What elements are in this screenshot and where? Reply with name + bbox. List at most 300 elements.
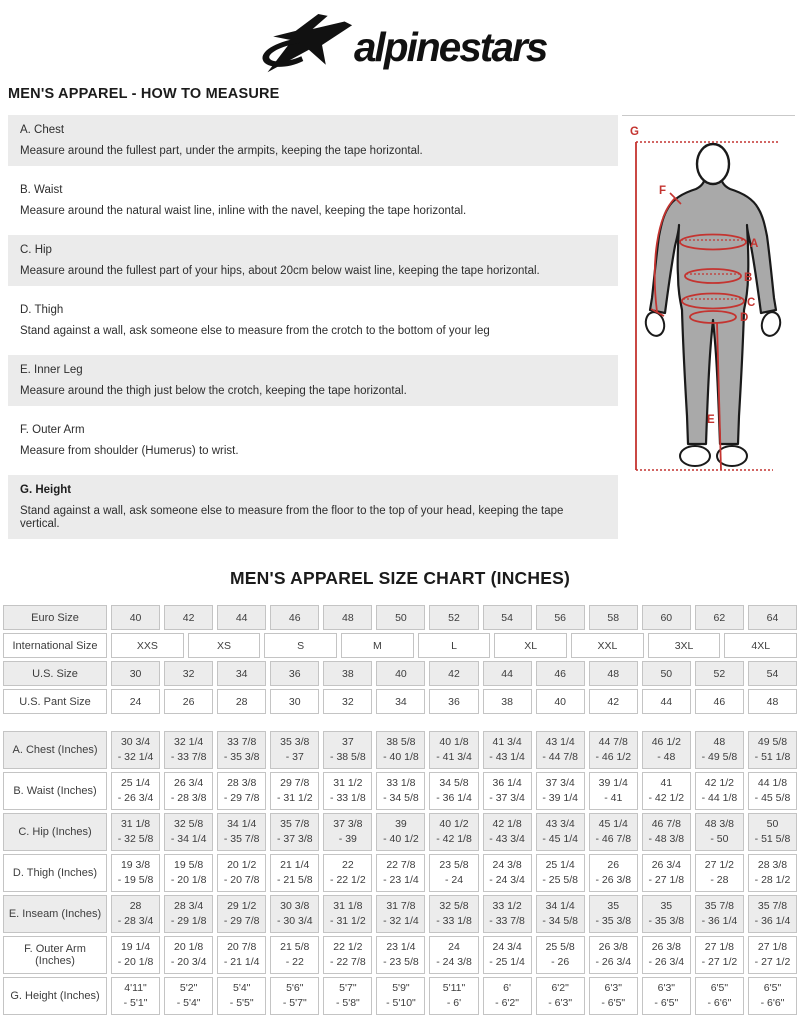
measure-item-outer-arm xyxy=(8,415,618,466)
row-label: B. Waist (Inches) xyxy=(3,772,107,810)
range-top: 19 5/8 xyxy=(174,859,204,871)
range-bottom: - 29 7/8 xyxy=(223,915,260,927)
range-bottom: - 6'5" xyxy=(654,997,679,1009)
size-cell xyxy=(589,936,638,974)
range-bottom: - 24 3/4 xyxy=(489,874,525,886)
size-cell: 48 xyxy=(589,661,638,686)
size-cell xyxy=(642,813,691,851)
measure-item-chest xyxy=(8,115,618,166)
size-cell: XL xyxy=(494,633,567,658)
right-hand xyxy=(759,310,782,338)
range-bottom: - 37 3/4 xyxy=(489,792,525,804)
size-cell: 56 xyxy=(536,605,585,630)
body-silhouette xyxy=(650,176,776,444)
row-label: F. Outer Arm (Inches) xyxy=(3,936,107,974)
range-bottom: - 20 1/8 xyxy=(117,956,154,968)
size-cell: 28 xyxy=(217,689,266,714)
range-top: 19 1/4 xyxy=(120,941,151,953)
size-cell: 62 xyxy=(695,605,744,630)
size-cell xyxy=(642,895,691,933)
size-cell xyxy=(164,895,213,933)
range-top: 44 7/8 xyxy=(598,736,628,748)
size-cell xyxy=(536,813,585,851)
range-top: 6'3" xyxy=(604,982,622,994)
size-cell xyxy=(589,731,638,769)
size-cell xyxy=(111,731,160,769)
range-bottom: - 41 xyxy=(604,792,623,804)
size-cell: 50 xyxy=(642,661,691,686)
size-cell xyxy=(483,895,532,933)
measure-item-thigh xyxy=(8,295,618,346)
size-cell xyxy=(376,895,425,933)
range-bottom: - 25 1/4 xyxy=(489,956,525,968)
size-cell: 44 xyxy=(483,661,532,686)
size-cell xyxy=(429,731,478,769)
range-bottom: - 32 5/8 xyxy=(117,833,154,845)
size-cell xyxy=(695,854,744,892)
size-cell xyxy=(323,813,372,851)
range-bottom: - 39 1/4 xyxy=(542,792,578,804)
size-cell: 50 xyxy=(376,605,425,630)
range-top: 28 3/4 xyxy=(174,900,204,912)
range-top: 48 3/8 xyxy=(704,818,734,830)
size-cell: 64 xyxy=(748,605,797,630)
range-bottom: - 46 1/2 xyxy=(595,751,632,763)
size-cell xyxy=(429,895,478,933)
size-cell xyxy=(642,854,691,892)
size-cell: S xyxy=(264,633,337,658)
size-cell xyxy=(111,977,160,1015)
size-cell xyxy=(695,895,744,933)
size-cell xyxy=(536,895,585,933)
size-cell xyxy=(536,977,585,1015)
size-cell: 30 xyxy=(270,689,319,714)
size-cell xyxy=(164,772,213,810)
size-cell xyxy=(589,813,638,851)
size-cell xyxy=(164,854,213,892)
range-bottom: - 42 1/2 xyxy=(648,792,685,804)
figure-box xyxy=(622,115,795,480)
measure-item-height xyxy=(8,475,618,539)
measurement-figure xyxy=(623,120,795,480)
range-bottom: - 48 3/8 xyxy=(648,833,685,845)
range-top: 35 xyxy=(607,900,620,912)
size-cell xyxy=(164,936,213,974)
range-bottom: - 38 5/8 xyxy=(330,751,366,763)
size-cell: 38 xyxy=(483,689,532,714)
measure-list xyxy=(8,115,618,548)
range-bottom: - 37 xyxy=(285,751,304,763)
range-bottom: - 28 3/8 xyxy=(170,792,207,804)
range-bottom: - 33 7/8 xyxy=(170,751,207,763)
size-cell: L xyxy=(418,633,491,658)
range-bottom: - 23 5/8 xyxy=(383,956,419,968)
measure-label: B. Waist xyxy=(20,184,63,196)
range-top: 32 5/8 xyxy=(174,818,204,830)
range-bottom: - 27 1/2 xyxy=(754,956,791,968)
range-top: 28 3/8 xyxy=(757,859,788,871)
range-top: 33 7/8 xyxy=(227,736,257,748)
range-top: 5'2" xyxy=(179,982,198,994)
size-cell xyxy=(111,772,160,810)
measure-section xyxy=(0,115,800,548)
range-bottom: - 22 1/2 xyxy=(330,874,366,886)
figure-letter-c: C xyxy=(746,297,755,309)
size-cell xyxy=(695,813,744,851)
size-cell xyxy=(536,936,585,974)
range-bottom: - 6'6" xyxy=(760,997,785,1009)
size-cell xyxy=(270,936,319,974)
size-cell xyxy=(376,936,425,974)
size-cell xyxy=(270,772,319,810)
row-label: C. Hip (Inches) xyxy=(3,813,107,851)
range-bottom: - 37 3/8 xyxy=(276,833,313,845)
range-top: 22 7/8 xyxy=(386,859,416,871)
size-cell xyxy=(748,772,797,810)
range-top: 24 xyxy=(448,941,460,953)
size-chart-header-rows xyxy=(3,605,797,714)
size-cell: 40 xyxy=(536,689,585,714)
size-cell xyxy=(376,977,425,1015)
size-cell xyxy=(217,895,266,933)
size-cell: 34 xyxy=(217,661,266,686)
range-top: 6' xyxy=(503,982,512,994)
range-top: 20 1/8 xyxy=(174,941,204,953)
size-cell: 42 xyxy=(164,605,213,630)
range-top: 22 xyxy=(342,859,354,871)
range-bottom: - 30 3/4 xyxy=(276,915,313,927)
size-cell xyxy=(748,731,797,769)
size-cell xyxy=(164,731,213,769)
range-bottom: - 6'2" xyxy=(495,997,519,1009)
range-bottom: - 48 xyxy=(657,751,676,763)
range-bottom: - 49 5/8 xyxy=(701,751,738,763)
range-bottom: - 35 3/8 xyxy=(595,915,632,927)
left-hand xyxy=(643,310,666,338)
size-cell xyxy=(642,977,691,1015)
size-cell xyxy=(323,772,372,810)
range-bottom: - 21 1/4 xyxy=(223,956,260,968)
range-top: 5'6" xyxy=(286,982,304,994)
range-top: 23 5/8 xyxy=(439,859,469,871)
range-top: 21 1/4 xyxy=(280,859,310,871)
size-cell xyxy=(429,854,478,892)
range-top: 31 1/2 xyxy=(333,777,363,789)
size-cell xyxy=(164,813,213,851)
size-cell xyxy=(270,731,319,769)
range-bottom: - 5'7" xyxy=(282,997,307,1009)
size-cell: 34 xyxy=(376,689,425,714)
measure-label: G. Height xyxy=(20,484,72,496)
range-top: 45 1/4 xyxy=(598,818,628,830)
figure-letter-g: G xyxy=(629,126,639,138)
size-cell: 40 xyxy=(376,661,425,686)
size-cell xyxy=(748,936,797,974)
measure-description: Stand against a wall, ask someone else to measure from the crotch to the bottom of your leg xyxy=(20,325,490,337)
range-bottom: - 28 xyxy=(710,874,729,886)
size-cell xyxy=(323,936,372,974)
range-bottom: - 22 7/8 xyxy=(330,956,366,968)
size-chart-row xyxy=(3,633,797,658)
range-top: 25 5/8 xyxy=(545,941,575,953)
measure-item-hip xyxy=(8,235,618,286)
size-cell xyxy=(695,772,744,810)
size-cell xyxy=(695,936,744,974)
range-top: 32 1/4 xyxy=(174,736,204,748)
size-chart-row xyxy=(3,772,797,810)
figure-letter-d: D xyxy=(739,312,748,324)
measure-label: E. Inner Leg xyxy=(20,364,83,376)
range-top: 35 7/8 xyxy=(757,900,788,912)
range-bottom: - 20 3/4 xyxy=(170,956,207,968)
range-top: 6'5" xyxy=(763,982,782,994)
range-top: 33 1/8 xyxy=(386,777,416,789)
range-top: 27 1/8 xyxy=(757,941,788,953)
size-chart-title: MEN'S APPAREL SIZE CHART (INCHES) xyxy=(229,568,571,588)
range-top: 33 1/2 xyxy=(492,900,522,912)
range-top: 42 1/2 xyxy=(704,777,734,789)
range-bottom: - 26 3/8 xyxy=(595,874,632,886)
range-top: 25 1/4 xyxy=(545,859,575,871)
range-top: 42 1/8 xyxy=(492,818,522,830)
size-cell: 52 xyxy=(695,661,744,686)
size-cell: XXL xyxy=(571,633,644,658)
range-top: 6'2" xyxy=(551,982,569,994)
measure-item-inner-leg xyxy=(8,355,618,406)
size-chart-row xyxy=(3,605,797,630)
size-cell xyxy=(483,772,532,810)
range-bottom: - 5'10" xyxy=(386,997,416,1009)
range-bottom: - 39 xyxy=(338,833,357,845)
range-top: 31 7/8 xyxy=(386,900,416,912)
size-cell xyxy=(642,731,691,769)
range-top: 22 1/2 xyxy=(333,941,363,953)
range-top: 35 xyxy=(660,900,673,912)
size-cell xyxy=(323,854,372,892)
size-cell: 60 xyxy=(642,605,691,630)
size-cell: 32 xyxy=(323,689,372,714)
range-bottom: - 24 3/8 xyxy=(436,956,472,968)
range-top: 37 3/8 xyxy=(333,818,363,830)
range-bottom: - 25 5/8 xyxy=(542,874,578,886)
size-chart-row xyxy=(3,813,797,851)
row-label: International Size xyxy=(3,633,107,658)
size-cell xyxy=(748,895,797,933)
range-bottom: - 33 7/8 xyxy=(489,915,525,927)
range-bottom: - 32 1/4 xyxy=(383,915,419,927)
size-cell xyxy=(323,895,372,933)
measure-label: C. Hip xyxy=(20,244,52,256)
size-cell xyxy=(483,813,532,851)
range-top: 49 5/8 xyxy=(757,736,788,748)
measure-description: Measure around the natural waist line, inline with the navel, keeping the tape horizontal. xyxy=(20,205,467,217)
range-top: 5'9" xyxy=(392,982,410,994)
size-cell: 48 xyxy=(323,605,372,630)
size-chart-row xyxy=(3,731,797,769)
row-label: U.S. Pant Size xyxy=(3,689,107,714)
figure-letter-a: A xyxy=(749,238,758,250)
range-bottom: - 26 3/4 xyxy=(117,792,154,804)
size-cell xyxy=(642,772,691,810)
range-bottom: - 40 1/2 xyxy=(383,833,419,845)
range-bottom: - 27 1/8 xyxy=(648,874,685,886)
size-cell: 32 xyxy=(164,661,213,686)
measure-description: Stand against a wall, ask someone else to measure from the floor to the top of your head, keeping the tape vertical. xyxy=(20,505,564,530)
size-cell xyxy=(642,936,691,974)
size-cell xyxy=(536,854,585,892)
range-top: 39 xyxy=(395,818,407,830)
size-cell xyxy=(695,977,744,1015)
range-top: 29 7/8 xyxy=(280,777,310,789)
range-bottom: - 31 1/2 xyxy=(330,915,366,927)
range-bottom: - 5'8" xyxy=(335,997,360,1009)
range-bottom: - 26 3/4 xyxy=(648,956,685,968)
size-cell xyxy=(323,977,372,1015)
measure-label: D. Thigh xyxy=(20,304,64,316)
size-cell xyxy=(376,731,425,769)
size-cell xyxy=(270,813,319,851)
range-top: 34 5/8 xyxy=(439,777,469,789)
size-cell xyxy=(429,813,478,851)
range-bottom: - 5'1" xyxy=(123,997,148,1009)
size-chart-row xyxy=(3,895,797,933)
range-top: 4'11" xyxy=(124,982,147,994)
range-top: 35 7/8 xyxy=(280,818,310,830)
size-cell xyxy=(483,854,532,892)
size-cell: 46 xyxy=(695,689,744,714)
range-top: 23 1/4 xyxy=(386,941,416,953)
size-cell xyxy=(376,854,425,892)
range-top: 34 1/4 xyxy=(545,900,575,912)
size-cell: 38 xyxy=(323,661,372,686)
logo-text: alpinestars xyxy=(353,23,547,70)
size-cell: 54 xyxy=(748,661,797,686)
range-bottom: - 36 1/4 xyxy=(701,915,738,927)
range-top: 46 7/8 xyxy=(651,818,681,830)
size-chart-body-rows xyxy=(3,731,797,1015)
size-cell xyxy=(483,936,532,974)
range-top: 5'11" xyxy=(442,982,466,994)
size-cell: 44 xyxy=(217,605,266,630)
range-top: 50 xyxy=(766,818,779,830)
range-bottom: - 44 1/8 xyxy=(701,792,738,804)
size-cell: 36 xyxy=(429,689,478,714)
range-top: 40 1/8 xyxy=(439,736,469,748)
range-bottom: - 43 3/4 xyxy=(489,833,525,845)
size-cell xyxy=(589,854,638,892)
range-bottom: - 22 xyxy=(285,956,304,968)
size-chart-row xyxy=(3,977,797,1015)
size-cell xyxy=(217,731,266,769)
size-cell: 26 xyxy=(164,689,213,714)
range-top: 41 xyxy=(660,777,673,789)
size-chart-row xyxy=(3,689,797,714)
range-bottom: - 46 7/8 xyxy=(595,833,632,845)
size-cell xyxy=(429,977,478,1015)
range-bottom: - 51 5/8 xyxy=(754,833,791,845)
range-top: 26 3/8 xyxy=(651,941,681,953)
range-top: 19 3/8 xyxy=(120,859,151,871)
range-top: 30 3/8 xyxy=(280,900,310,912)
measure-description: Measure around the thigh just below the crotch, keeping the tape horizontal. xyxy=(20,385,407,397)
range-top: 38 5/8 xyxy=(386,736,416,748)
range-bottom: - 19 5/8 xyxy=(117,874,154,886)
size-cell xyxy=(536,772,585,810)
range-top: 43 3/4 xyxy=(545,818,575,830)
size-cell xyxy=(695,731,744,769)
size-cell xyxy=(589,895,638,933)
range-top: 26 3/8 xyxy=(598,941,628,953)
row-label: D. Thigh (Inches) xyxy=(3,854,107,892)
range-bottom: - 5'5" xyxy=(229,997,254,1009)
size-cell xyxy=(217,854,266,892)
range-bottom: - 26 xyxy=(551,956,570,968)
range-top: 40 1/2 xyxy=(439,818,469,830)
size-cell xyxy=(429,936,478,974)
range-top: 46 1/2 xyxy=(651,736,681,748)
size-cell: XS xyxy=(188,633,261,658)
range-bottom: - 41 3/4 xyxy=(436,751,472,763)
size-chart xyxy=(0,605,800,1015)
range-top: 5'4" xyxy=(232,982,251,994)
range-top: 44 1/8 xyxy=(757,777,788,789)
row-label: Euro Size xyxy=(3,605,107,630)
range-bottom: - 23 1/4 xyxy=(383,874,419,886)
size-cell: XXS xyxy=(111,633,184,658)
range-top: 32 5/8 xyxy=(439,900,469,912)
range-bottom: - 5'4" xyxy=(176,997,201,1009)
range-bottom: - 29 1/8 xyxy=(170,915,207,927)
range-top: 41 3/4 xyxy=(492,736,522,748)
range-top: 35 7/8 xyxy=(704,900,734,912)
range-bottom: - 42 1/8 xyxy=(436,833,472,845)
range-bottom: - 27 1/2 xyxy=(701,956,738,968)
size-cell: 58 xyxy=(589,605,638,630)
range-top: 27 1/8 xyxy=(704,941,734,953)
measure-label: A. Chest xyxy=(20,124,65,136)
size-cell xyxy=(111,813,160,851)
size-chart-row xyxy=(3,854,797,892)
range-top: 26 3/4 xyxy=(651,859,681,871)
row-label: U.S. Size xyxy=(3,661,107,686)
size-cell: 36 xyxy=(270,661,319,686)
range-top: 20 7/8 xyxy=(227,941,257,953)
size-chart-gap xyxy=(3,717,797,731)
range-bottom: - 35 7/8 xyxy=(223,833,260,845)
size-cell: 4XL xyxy=(724,633,797,658)
range-top: 25 1/4 xyxy=(120,777,151,789)
range-top: 37 xyxy=(342,736,354,748)
range-bottom: - 6'3" xyxy=(548,997,573,1009)
range-bottom: - 34 5/8 xyxy=(383,792,419,804)
range-top: 29 1/2 xyxy=(227,900,257,912)
range-bottom: - 44 7/8 xyxy=(542,751,578,763)
size-cell: 46 xyxy=(270,605,319,630)
range-bottom: - 24 xyxy=(444,874,464,886)
row-label: G. Height (Inches) xyxy=(3,977,107,1015)
size-cell xyxy=(748,977,797,1015)
range-top: 28 3/8 xyxy=(227,777,257,789)
range-top: 24 3/8 xyxy=(492,859,522,871)
range-top: 27 1/2 xyxy=(704,859,734,871)
range-bottom: - 33 1/8 xyxy=(330,792,366,804)
range-bottom: - 34 1/4 xyxy=(170,833,207,845)
size-cell xyxy=(217,813,266,851)
size-cell: 48 xyxy=(748,689,797,714)
range-top: 28 xyxy=(129,900,142,912)
size-cell: M xyxy=(341,633,414,658)
range-top: 31 1/8 xyxy=(120,818,151,830)
